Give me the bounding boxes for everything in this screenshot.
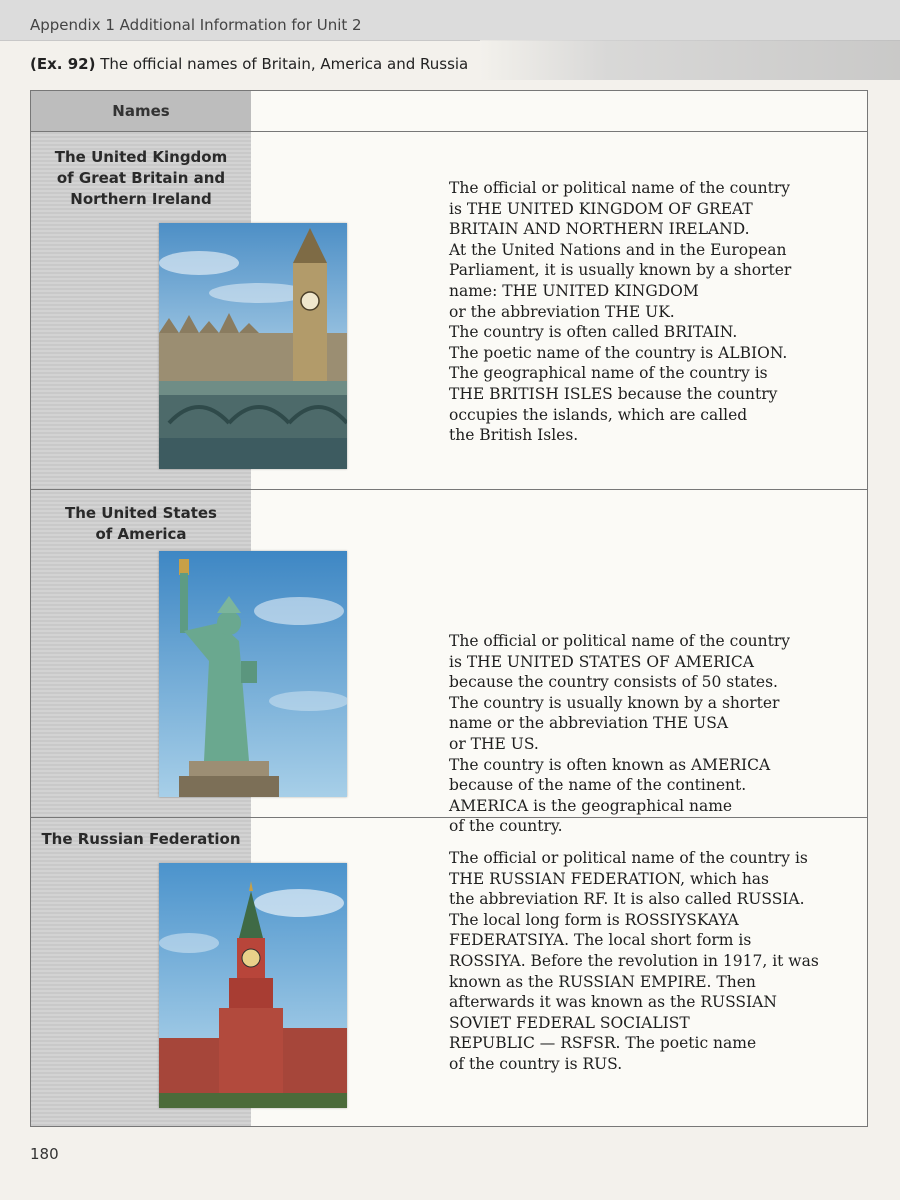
appendix-header: Appendix 1 Additional Information for Unit 2 (30, 16, 362, 34)
section-banner (480, 40, 900, 80)
exercise-title-text: The official names of Britain, America and Russia (100, 55, 469, 73)
exercise-title (30, 55, 468, 73)
page-number: 180 (30, 1145, 59, 1163)
kremlin-tower-photo (159, 863, 347, 1108)
row-text-russia: The official or political name of the country is THE RUSSIAN FEDERATION, which has the abbreviation RF. It is also called RUSSIA. The local long form is ROSSIYSKAYA FEDERATSIYA. The local short form is ROSSIYA. Before the revolution in 1917, it was known as the RUSSIAN EMPIRE. Then afterwards it was known as the RUSSIAN SOVIET FEDERAL SOCIALIST REPUBLIC — RSFSR. The poetic name of the country is RUS. (449, 849, 819, 1073)
exercise-number: (Ex. 92) (30, 55, 96, 73)
row-label-russia: The Russian Federation (41, 830, 241, 848)
row-text-usa: The official or political name of the country is THE UNITED STATES OF AMERICA because the country consists of 50 states. The country is usually known by a shorter name or the abbreviation THE USA or THE US. The country is often known as AMERICA because of the name of the continent. AMERICA is the geographical name of the country. (449, 632, 791, 836)
statue-of-liberty-photo (159, 551, 347, 797)
big-ben-photo (159, 223, 347, 469)
row-russian-federation (31, 817, 867, 1126)
row-label-usa: The United States of America (65, 504, 217, 543)
row-text-uk: The official or political name of the country is THE UNITED KINGDOM OF GREAT BRITAIN AND NORTHERN IRELAND. At the United Nations and in the European Parliament, it is usually known by a shorter name: THE UNITED KINGDOM or the abbreviation THE UK. The country is often called BRITAIN. The poetic name of the country is ALBION. The geographical name of the country is THE BRITISH ISLES because the country occupies the islands, which are called the British Isles. (449, 179, 792, 445)
row-united-kingdom (31, 131, 867, 490)
names-table (30, 90, 868, 1127)
table-header-row (31, 91, 867, 132)
row-united-states (31, 489, 867, 836)
row-label-uk: The United Kingdom of Great Britain and Northern Ireland (54, 148, 228, 208)
names-column-header: Names (31, 91, 251, 131)
